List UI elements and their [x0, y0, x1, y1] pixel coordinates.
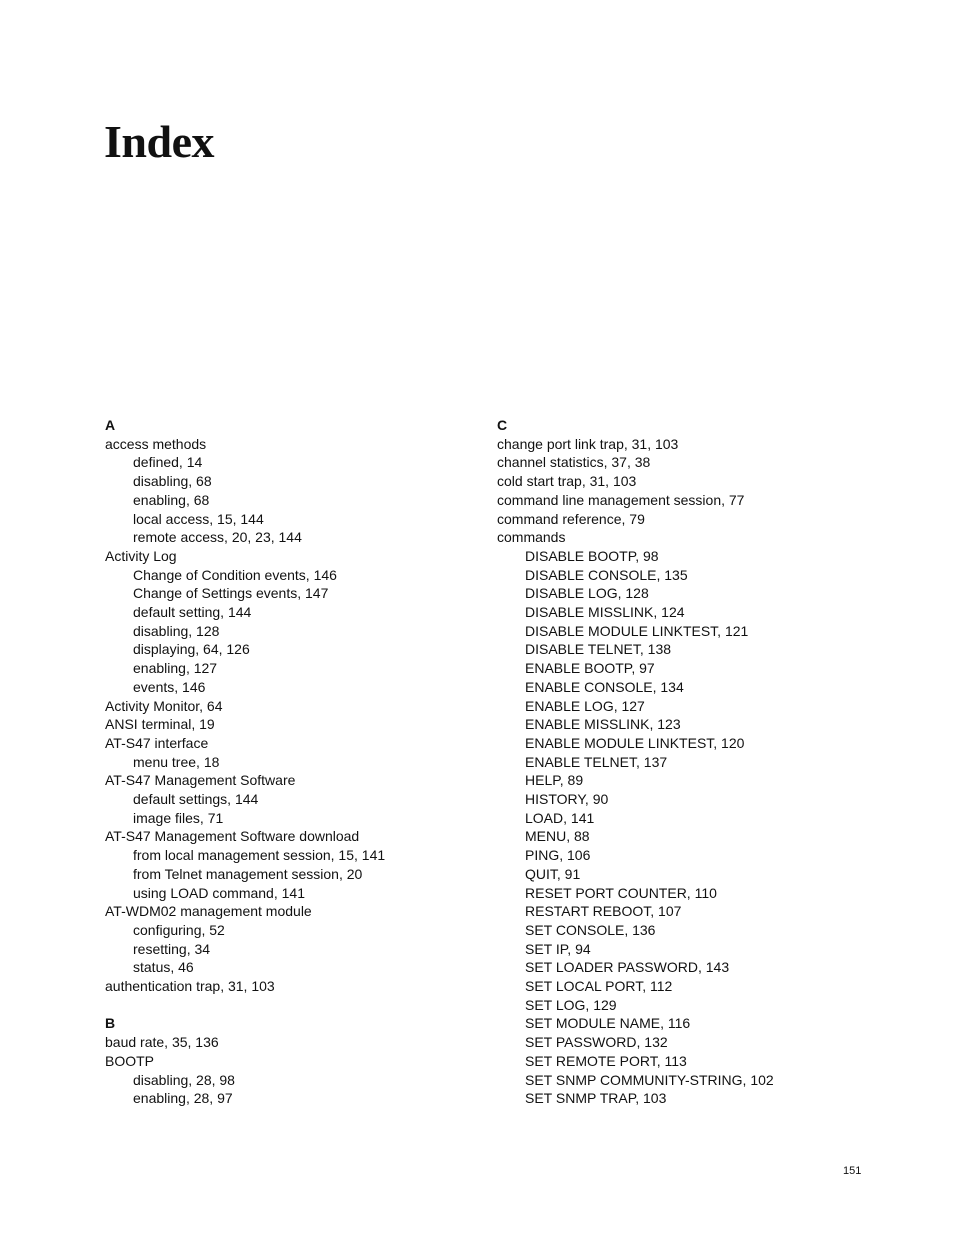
index-subentry: SET LOG, 129 — [525, 996, 617, 1013]
index-subentry: SET SNMP COMMUNITY-STRING, 102 — [525, 1071, 774, 1088]
index-subentry: DISABLE BOOTP, 98 — [525, 547, 659, 564]
index-subentry: PING, 106 — [525, 847, 591, 864]
index-subentry: DISABLE TELNET, 138 — [525, 641, 672, 658]
index-subentry: Change of Condition events, 146 — [133, 566, 337, 583]
index-entry: AT-S47 Management Software — [105, 772, 296, 789]
index-entry: AT-WDM02 management module — [105, 903, 312, 920]
index-entry: cold start trap, 31, 103 — [497, 473, 637, 490]
index-subentry: enabling, 28, 97 — [133, 1090, 233, 1107]
index-subentry: ENABLE BOOTP, 97 — [525, 660, 655, 677]
index-section-c — [497, 416, 877, 1108]
index-subentry: SET SNMP TRAP, 103 — [525, 1090, 667, 1107]
index-section-b — [105, 1014, 485, 1108]
index-subentry: configuring, 52 — [133, 921, 225, 938]
index-subentry: SET LOADER PASSWORD, 143 — [525, 959, 730, 976]
page-number: 151 — [843, 1165, 862, 1177]
index-subentry: SET REMOTE PORT, 113 — [525, 1052, 687, 1069]
index-entry: BOOTP — [105, 1052, 155, 1069]
index-subentry: DISABLE LOG, 128 — [525, 585, 649, 602]
index-column-left — [105, 416, 485, 1127]
index-entry: Activity Log — [105, 547, 177, 564]
index-subentry: disabling, 68 — [133, 473, 212, 490]
index-subentry: displaying, 64, 126 — [133, 641, 250, 658]
index-subentry: Change of Settings events, 147 — [133, 585, 329, 602]
index-subentry: RESET PORT COUNTER, 110 — [525, 884, 717, 901]
page-title: Index — [104, 116, 214, 167]
index-subentry: ENABLE MISSLINK, 123 — [525, 716, 681, 733]
index-subentry: SET IP, 94 — [525, 940, 591, 957]
index-subentry: local access, 15, 144 — [133, 510, 264, 527]
index-subentry: MENU, 88 — [525, 828, 590, 845]
index-subentry: using LOAD command, 141 — [133, 884, 305, 901]
index-entry: AT-S47 interface — [105, 734, 209, 751]
index-entry: command reference, 79 — [497, 510, 645, 527]
index-subentry: ENABLE MODULE LINKTEST, 120 — [525, 734, 745, 751]
index-entry: baud rate, 35, 136 — [105, 1034, 219, 1051]
index-subentry: QUIT, 91 — [525, 865, 581, 882]
index-subentry: status, 46 — [133, 959, 194, 976]
index-entry: ANSI terminal, 19 — [105, 716, 215, 733]
index-subentry: default setting, 144 — [133, 604, 252, 621]
section-letter: B — [105, 1015, 116, 1032]
index-subentry: events, 146 — [133, 678, 206, 695]
index-subentry: SET CONSOLE, 136 — [525, 921, 656, 938]
index-entry: change port link trap, 31, 103 — [497, 435, 679, 452]
index-subentry: remote access, 20, 23, 144 — [133, 529, 302, 546]
index-subentry: HISTORY, 90 — [525, 791, 609, 808]
index-entry: access methods — [105, 435, 207, 452]
section-letter: A — [105, 417, 116, 433]
index-subentry: default settings, 144 — [133, 791, 259, 808]
index-subentry: enabling, 68 — [133, 491, 210, 508]
index-subentry: disabling, 128 — [133, 622, 220, 639]
index-subentry: ENABLE TELNET, 137 — [525, 753, 668, 770]
index-subentry: SET PASSWORD, 132 — [525, 1034, 668, 1051]
index-subentry: menu tree, 18 — [133, 753, 220, 770]
index-entry: command line management session, 77 — [497, 491, 745, 508]
index-subentry: DISABLE CONSOLE, 135 — [525, 566, 688, 583]
index-subentry: resetting, 34 — [133, 940, 211, 957]
index-subentry: ENABLE LOG, 127 — [525, 697, 645, 714]
index-subentry: HELP, 89 — [525, 772, 584, 789]
index-subentry: SET MODULE NAME, 116 — [525, 1015, 691, 1032]
index-subentry: DISABLE MODULE LINKTEST, 121 — [525, 622, 749, 639]
index-entry: authentication trap, 31, 103 — [105, 978, 275, 995]
index-subentry: SET LOCAL PORT, 112 — [525, 978, 673, 995]
section-letter: C — [497, 417, 508, 433]
index-subentry: disabling, 28, 98 — [133, 1071, 235, 1088]
index-subentry: LOAD, 141 — [525, 809, 595, 826]
index-entry: commands — [497, 529, 566, 546]
index-entry: channel statistics, 37, 38 — [497, 454, 651, 471]
index-subentry: DISABLE MISSLINK, 124 — [525, 604, 685, 621]
index-subentry: defined, 14 — [133, 454, 203, 471]
index-column-right — [497, 416, 877, 1127]
index-section-a — [105, 416, 485, 996]
index-subentry: from local management session, 15, 141 — [133, 847, 386, 864]
index-subentry: from Telnet management session, 20 — [133, 865, 363, 882]
index-subentry: RESTART REBOOT, 107 — [525, 903, 682, 920]
index-subentry: ENABLE CONSOLE, 134 — [525, 678, 684, 695]
index-subentry: image files, 71 — [133, 809, 224, 826]
index-entry: AT-S47 Management Software download — [105, 828, 360, 845]
index-entry: Activity Monitor, 64 — [105, 697, 223, 714]
index-subentry: enabling, 127 — [133, 660, 218, 677]
